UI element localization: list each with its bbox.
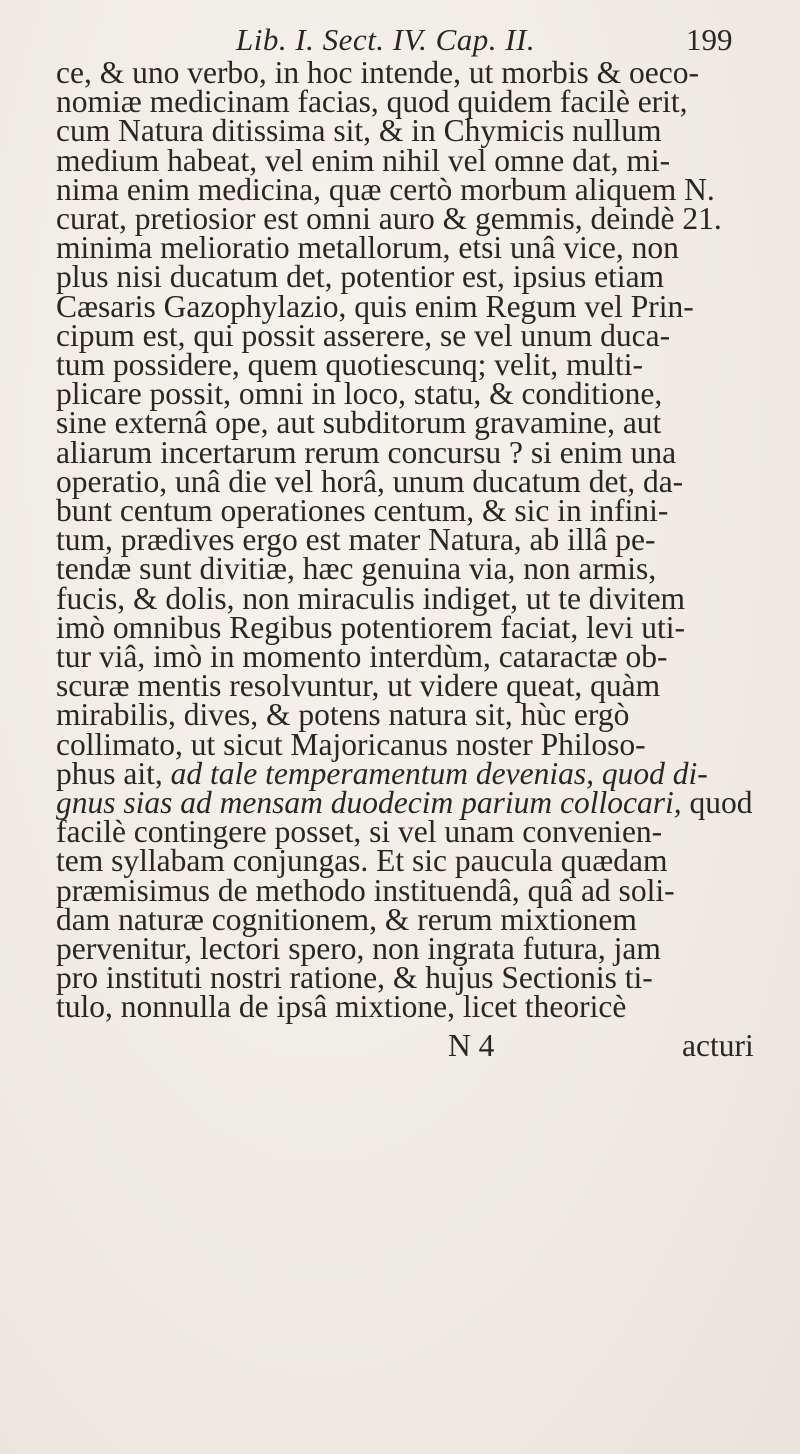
text-line: nima enim medicina, quæ certò morbum aliquem N. (56, 171, 715, 207)
text-line: minima melioratio metallorum, etsi unâ vice, non (56, 230, 679, 266)
text-line: nomiæ medicinam facias, quod quidem facilè erit, (56, 84, 688, 120)
signature-mark: N 4 (448, 1027, 495, 1063)
running-head: Lib. I. Sect. IV. Cap. II. (236, 22, 536, 57)
text-line: dam naturæ cognitionem, & rerum mixtionem (56, 901, 637, 937)
text-line: tendæ sunt divitiæ, hæc genuina via, non armis, (56, 551, 657, 587)
text-line: mirabilis, dives, & potens natura sit, hùc ergò (56, 697, 630, 733)
text-line: operatio, unâ die vel horâ, unum ducatum det, da- (56, 463, 684, 499)
text-line: Cæsaris Gazophylazio, quis enim Regum vel Prin- (56, 288, 694, 324)
text-line: plicare possit, omni in loco, statu, & conditione, (56, 376, 663, 412)
text-line: sine externâ ope, aut subditorum gravamine, aut (56, 405, 662, 441)
text-line: facilè contingere posset, si vel unam convenien- (56, 814, 663, 850)
text-line: cum Natura ditissima sit, & in Chymicis nullum (56, 113, 662, 149)
text-line: tulo, nonnulla de ipsâ mixtione, licet theoricè (56, 989, 627, 1025)
text-line: fucis, & dolis, non miraculis indiget, ut te divitem (56, 580, 686, 616)
page-footer (0, 1024, 800, 1068)
text-line: collimato, ut sicut Majoricanus noster Philoso- (56, 726, 646, 762)
text-line: gnus sias ad mensam duodecim parium collocari, quod (56, 785, 753, 820)
text-line: præmisimus de methodo instituendâ, quâ ad soli- (56, 872, 675, 908)
text-line: aliarum incertarum rerum concursu ? si enim una (56, 434, 677, 470)
text-line: imò omnibus Regibus potentiorem faciat, levi uti- (56, 609, 686, 645)
text-line: pro instituti nostri ratione, & hujus Sectionis ti- (56, 960, 653, 996)
text-line: scuræ mentis resolvuntur, ut videre queat, quàm (56, 668, 661, 704)
text-line: tum, prædives ergo est mater Natura, ab illâ pe- (56, 522, 656, 558)
text-line: ce, & uno verbo, in hoc intende, ut morbis & oeco- (56, 55, 699, 90)
text-line: phus ait, ad tale temperamentum devenias, quod di- (56, 755, 708, 791)
catchword: acturi (682, 1027, 754, 1063)
text-line: pervenitur, lectori spero, non ingrata futura, jam (56, 931, 661, 966)
page-number: 199 (686, 22, 733, 57)
text-line: medium habeat, vel enim nihil vel omne dat, mi- (56, 142, 671, 178)
text-line: cipum est, qui possit asserere, se vel unum duca- (56, 317, 671, 353)
text-line: curat, pretiosior est omni auro & gemmis, deindè 21. (56, 201, 722, 236)
italic-quotation: ad tale temperamentum devenias, quod di- (170, 755, 708, 791)
text-line: plus nisi ducatum det, potentior est, ipsius etiam (56, 259, 665, 295)
text-line: tem syllabam conjungas. Et sic paucula quædam (56, 843, 668, 879)
italic-quotation: gnus sias ad mensam duodecim parium collocari, (56, 785, 682, 820)
text-line: tum possidere, quem quotiescunq; velit, multi- (56, 347, 644, 382)
text-line: tur viâ, imò in momento interdùm, cataractæ ob- (56, 639, 668, 674)
text-line: bunt centum operationes centum, & sic in infini- (56, 493, 669, 528)
